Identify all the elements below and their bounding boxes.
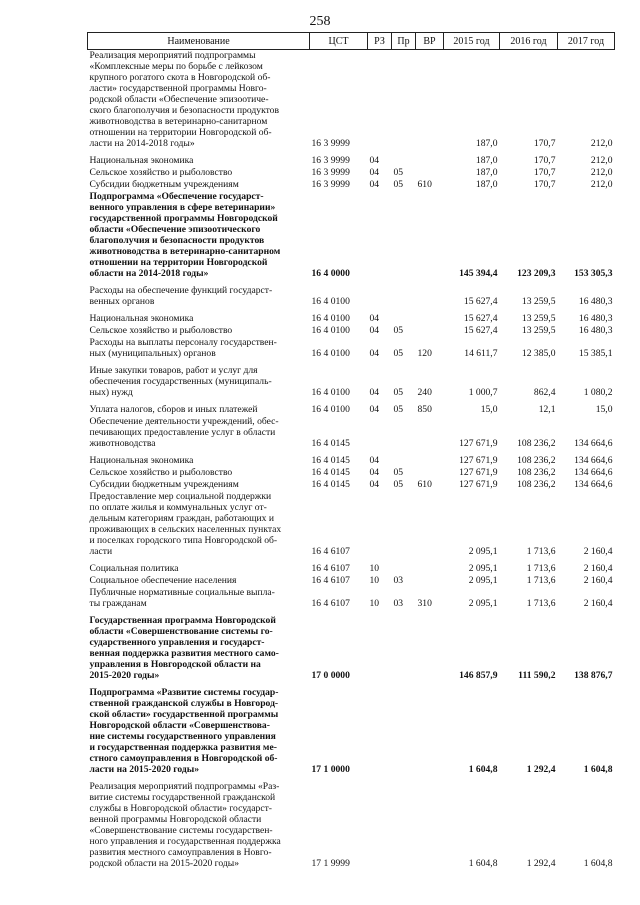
row-vr <box>416 285 444 313</box>
row-cst: 16 4 6107 <box>311 563 350 574</box>
row-value-2016: 108 236,2 <box>517 438 556 449</box>
row-name: Субсидии бюджетным учреждениям <box>89 479 239 490</box>
row-value-2017: 134 664,6 <box>574 455 613 466</box>
row-cst: 16 4 0100 <box>311 387 350 398</box>
row-value-2016: 170,7 <box>533 167 556 178</box>
row-rz: 04 <box>369 479 380 490</box>
row-value-2016: 1 713,6 <box>526 598 556 609</box>
row-pr: 03 <box>393 598 404 609</box>
row-name: Государственная программа Новгородской области «Совершенствование системы го- сударственного управления и государст- венная поддержка развития местного само- управления в Новгородской области на 2015-2020 годы» <box>89 615 279 681</box>
row-name: Национальная экономика <box>89 313 194 324</box>
table-row <box>88 50 615 156</box>
row-pr: 05 <box>393 348 404 359</box>
table-row <box>88 365 615 404</box>
row-name: Сельское хозяйство и рыболовство <box>89 167 233 178</box>
row-value-2015: 2 095,1 <box>468 563 498 574</box>
row-value-2015: 145 394,4 <box>459 268 498 279</box>
row-value-2015: 187,0 <box>475 155 498 166</box>
row-value-2016: 170,7 <box>533 179 556 190</box>
table-row <box>88 587 615 615</box>
row-value-2016: 1 713,6 <box>526 563 556 574</box>
row-value-2017: 212,0 <box>590 167 613 178</box>
row-value-2017: 212,0 <box>590 138 613 149</box>
row-name: Реализация мероприятий подпрограммы «Раз- витие системы государственной гражданской службы в Новгородской области» государст- венной программы Новгородской области «Совершенствование системы государствен- ного управления и государственная поддержка развития местного самоуправления в Новго- родской области на 2015-2020 годы» <box>89 781 281 869</box>
row-vr <box>416 50 444 156</box>
row-rz: 04 <box>369 455 380 466</box>
row-cst: 16 4 0100 <box>311 296 350 307</box>
row-pr <box>392 781 416 875</box>
row-pr: 05 <box>393 387 404 398</box>
row-value-2016: 108 236,2 <box>517 467 556 478</box>
row-value-2017: 16 480,3 <box>578 296 613 307</box>
row-rz <box>368 687 392 781</box>
row-vr: 240 <box>417 387 432 398</box>
row-name: Расходы на обеспечение функций государст- венных органов <box>89 285 273 307</box>
row-cst: 16 4 6107 <box>311 598 350 609</box>
table-row <box>88 687 615 781</box>
row-value-2016: 108 236,2 <box>517 455 556 466</box>
row-pr <box>392 155 416 167</box>
row-vr: 120 <box>417 348 432 359</box>
row-name: Расходы на выплаты персоналу государствен- ных (муниципальных) органов <box>89 337 277 359</box>
row-value-2017: 16 480,3 <box>578 313 613 324</box>
row-value-2016: 170,7 <box>533 138 556 149</box>
row-rz <box>368 285 392 313</box>
row-name: Уплата налогов, сборов и иных платежей <box>89 404 258 415</box>
row-rz: 10 <box>369 598 380 609</box>
row-value-2015: 187,0 <box>475 167 498 178</box>
row-value-2017: 1 604,8 <box>583 764 613 775</box>
row-value-2015: 15,0 <box>480 404 498 415</box>
row-value-2017: 1 604,8 <box>583 858 613 869</box>
row-value-2015: 2 095,1 <box>468 575 498 586</box>
row-pr <box>392 50 416 156</box>
row-cst: 16 4 0145 <box>311 455 350 466</box>
row-vr <box>416 416 444 455</box>
row-vr <box>416 575 444 587</box>
header-2015: 2015 год <box>444 33 500 50</box>
row-cst: 16 4 0000 <box>311 268 350 279</box>
row-rz <box>368 781 392 875</box>
row-cst: 16 3 9999 <box>311 167 350 178</box>
row-value-2016: 1 713,6 <box>526 546 556 557</box>
row-rz: 10 <box>369 563 380 574</box>
row-name: Подпрограмма «Развитие системы государ- ственной гражданской службы в Новгород- ской области» государственной программы Новгородской области «Совершенствова- ние системы государственного управления и государственная поддержка развития ме- стного самоуправления в Новгородской об- ласти на 2015-2020 годы» <box>89 687 279 775</box>
row-value-2015: 127 671,9 <box>459 455 498 466</box>
row-pr <box>392 285 416 313</box>
table-row <box>88 615 615 687</box>
row-value-2016: 108 236,2 <box>517 479 556 490</box>
row-vr <box>416 191 444 285</box>
row-rz <box>368 191 392 285</box>
row-cst: 16 4 0100 <box>311 325 350 336</box>
table-row <box>88 155 615 167</box>
header-2016: 2016 год <box>500 33 558 50</box>
table-row <box>88 313 615 325</box>
table-row <box>88 337 615 365</box>
row-name: Предоставление мер социальной поддержки по оплате жилья и коммунальных услуг от- дельным категориям граждан, работающих и проживающих в сельских населенных пунктах и поселках городского типа Новгородской об- ласти <box>89 491 282 557</box>
table-row <box>88 179 615 191</box>
row-pr <box>392 615 416 687</box>
header-vr: ВР <box>416 33 444 50</box>
table-row <box>88 479 615 491</box>
row-value-2016: 13 259,5 <box>521 313 556 324</box>
row-vr <box>416 167 444 179</box>
row-pr <box>392 455 416 467</box>
row-cst: 16 4 6107 <box>311 575 350 586</box>
row-vr: 850 <box>417 404 432 415</box>
row-value-2015: 127 671,9 <box>459 467 498 478</box>
row-vr: 610 <box>417 479 432 490</box>
row-name: Национальная экономика <box>89 455 194 466</box>
row-name: Субсидии бюджетным учреждениям <box>89 179 239 190</box>
row-cst: 16 4 0100 <box>311 348 350 359</box>
row-vr <box>416 155 444 167</box>
row-value-2017: 134 664,6 <box>574 467 613 478</box>
row-rz: 04 <box>369 325 380 336</box>
row-pr: 05 <box>393 479 404 490</box>
row-vr: 310 <box>417 598 432 609</box>
row-value-2015: 187,0 <box>475 138 498 149</box>
row-vr <box>416 615 444 687</box>
row-pr: 05 <box>393 325 404 336</box>
row-value-2016: 12,1 <box>538 404 556 415</box>
row-value-2017: 212,0 <box>590 179 613 190</box>
row-value-2016: 1 292,4 <box>526 764 556 775</box>
row-value-2017: 15 385,1 <box>578 348 613 359</box>
row-value-2015: 1 000,7 <box>468 387 498 398</box>
row-rz <box>368 50 392 156</box>
row-value-2015: 1 604,8 <box>468 764 498 775</box>
row-value-2015: 2 095,1 <box>468 598 498 609</box>
row-value-2015: 14 611,7 <box>464 348 498 359</box>
row-value-2017: 134 664,6 <box>574 438 613 449</box>
row-value-2015: 15 627,4 <box>463 296 498 307</box>
row-value-2016: 862,4 <box>533 387 556 398</box>
row-name: Обеспечение деятельности учреждений, обес- печивающих предоставление услуг в области животноводства <box>89 416 279 449</box>
row-pr <box>392 687 416 781</box>
row-cst: 16 4 0100 <box>311 404 350 415</box>
table-header <box>88 33 615 50</box>
header-rz: РЗ <box>368 33 392 50</box>
row-rz: 04 <box>369 467 380 478</box>
budget-table <box>87 32 615 875</box>
row-cst: 16 4 0100 <box>311 313 350 324</box>
row-value-2017: 134 664,6 <box>574 479 613 490</box>
row-cst: 17 1 0000 <box>311 764 350 775</box>
row-cst: 16 3 9999 <box>311 155 350 166</box>
row-vr <box>416 781 444 875</box>
row-pr <box>392 416 416 455</box>
row-value-2015: 2 095,1 <box>468 546 498 557</box>
row-name: Социальная политика <box>89 563 179 574</box>
table-row <box>88 416 615 455</box>
row-name: Публичные нормативные социальные выпла- ты гражданам <box>89 587 275 609</box>
row-rz <box>368 491 392 563</box>
row-name: Реализация мероприятий подпрограммы «Комплексные меры по борьбе с лейкозом крупного рогатого скота в Новгородской об- ласти» государственной программы Новго- родской области «Обеспечение эпизоотиче- ского благополучия и безопасности продуктов животноводства в ветеринарно-санитарном отношении на территории Новгородской об- ласти на 2014-2018 годы» <box>89 50 280 149</box>
row-value-2016: 13 259,5 <box>521 296 556 307</box>
row-cst: 16 4 0145 <box>311 479 350 490</box>
header-2017: 2017 год <box>558 33 615 50</box>
row-vr: 610 <box>417 179 432 190</box>
row-value-2016: 1 292,4 <box>526 858 556 869</box>
row-pr: 03 <box>393 575 404 586</box>
row-pr <box>392 563 416 575</box>
row-value-2015: 15 627,4 <box>463 325 498 336</box>
row-rz: 10 <box>369 575 380 586</box>
table-row <box>88 191 615 285</box>
table-row <box>88 285 615 313</box>
row-rz: 04 <box>369 348 380 359</box>
table-row <box>88 491 615 563</box>
row-value-2015: 1 604,8 <box>468 858 498 869</box>
row-cst: 17 1 9999 <box>311 858 350 869</box>
row-value-2015: 15 627,4 <box>463 313 498 324</box>
row-value-2016: 1 713,6 <box>526 575 556 586</box>
row-value-2017: 138 876,7 <box>574 670 613 681</box>
row-pr <box>392 491 416 563</box>
row-vr <box>416 467 444 479</box>
row-vr <box>416 491 444 563</box>
row-cst: 16 3 9999 <box>311 138 350 149</box>
row-pr <box>392 313 416 325</box>
row-value-2015: 127 671,9 <box>459 479 498 490</box>
header-name: Наименование <box>88 33 310 50</box>
row-rz: 04 <box>369 155 380 166</box>
row-name: Иные закупки товаров, работ и услуг для обеспечения государственных (муниципаль- ных) нужд <box>89 365 272 398</box>
row-cst: 16 4 0145 <box>311 438 350 449</box>
row-value-2016: 12 385,0 <box>521 348 556 359</box>
row-value-2017: 2 160,4 <box>583 598 613 609</box>
row-vr <box>416 455 444 467</box>
row-pr: 05 <box>393 467 404 478</box>
row-value-2017: 2 160,4 <box>583 546 613 557</box>
row-pr: 05 <box>393 179 404 190</box>
row-value-2015: 127 671,9 <box>459 438 498 449</box>
row-cst: 17 0 0000 <box>311 670 350 681</box>
row-vr <box>416 563 444 575</box>
row-value-2015: 187,0 <box>475 179 498 190</box>
row-vr <box>416 325 444 337</box>
row-cst: 16 4 0145 <box>311 467 350 478</box>
row-name: Национальная экономика <box>89 155 194 166</box>
row-rz: 04 <box>369 404 380 415</box>
row-name: Сельское хозяйство и рыболовство <box>89 325 233 336</box>
row-rz: 04 <box>369 387 380 398</box>
row-value-2016: 13 259,5 <box>521 325 556 336</box>
row-rz: 04 <box>369 313 380 324</box>
row-value-2017: 153 305,3 <box>574 268 613 279</box>
row-cst: 16 4 6107 <box>311 546 350 557</box>
row-pr <box>392 191 416 285</box>
table-row <box>88 455 615 467</box>
table-row <box>88 404 615 416</box>
row-value-2017: 212,0 <box>590 155 613 166</box>
table-row <box>88 563 615 575</box>
header-pr: Пр <box>392 33 416 50</box>
table-row <box>88 325 615 337</box>
row-value-2017: 16 480,3 <box>578 325 613 336</box>
page-number: 258 <box>309 14 331 29</box>
row-value-2016: 170,7 <box>533 155 556 166</box>
row-pr: 05 <box>393 404 404 415</box>
row-rz <box>368 416 392 455</box>
row-value-2015: 146 857,9 <box>459 670 498 681</box>
row-value-2016: 111 590,2 <box>518 670 556 681</box>
row-value-2017: 2 160,4 <box>583 575 613 586</box>
row-name: Сельское хозяйство и рыболовство <box>89 467 233 478</box>
row-vr <box>416 687 444 781</box>
row-value-2016: 123 209,3 <box>517 268 556 279</box>
row-rz: 04 <box>369 179 380 190</box>
header-cst: ЦСТ <box>310 33 368 50</box>
table-row <box>88 575 615 587</box>
row-value-2017: 15,0 <box>595 404 613 415</box>
row-pr: 05 <box>393 167 404 178</box>
row-name: Социальное обеспечение населения <box>89 575 237 586</box>
row-vr <box>416 313 444 325</box>
row-rz: 04 <box>369 167 380 178</box>
row-value-2017: 2 160,4 <box>583 563 613 574</box>
row-rz <box>368 615 392 687</box>
table-row <box>88 167 615 179</box>
table-row <box>88 467 615 479</box>
table-row <box>88 781 615 875</box>
row-value-2017: 1 080,2 <box>583 387 613 398</box>
row-name: Подпрограмма «Обеспечение государст- венного управления в сфере ветеринарии» государственной программы Новгородской области «Обеспечение эпизоотического благополучия и безопасности продуктов животноводства в ветеринарно-санитарном отношении на территории Новгородской области на 2014-2018 годы» <box>89 191 281 279</box>
row-cst: 16 3 9999 <box>311 179 350 190</box>
